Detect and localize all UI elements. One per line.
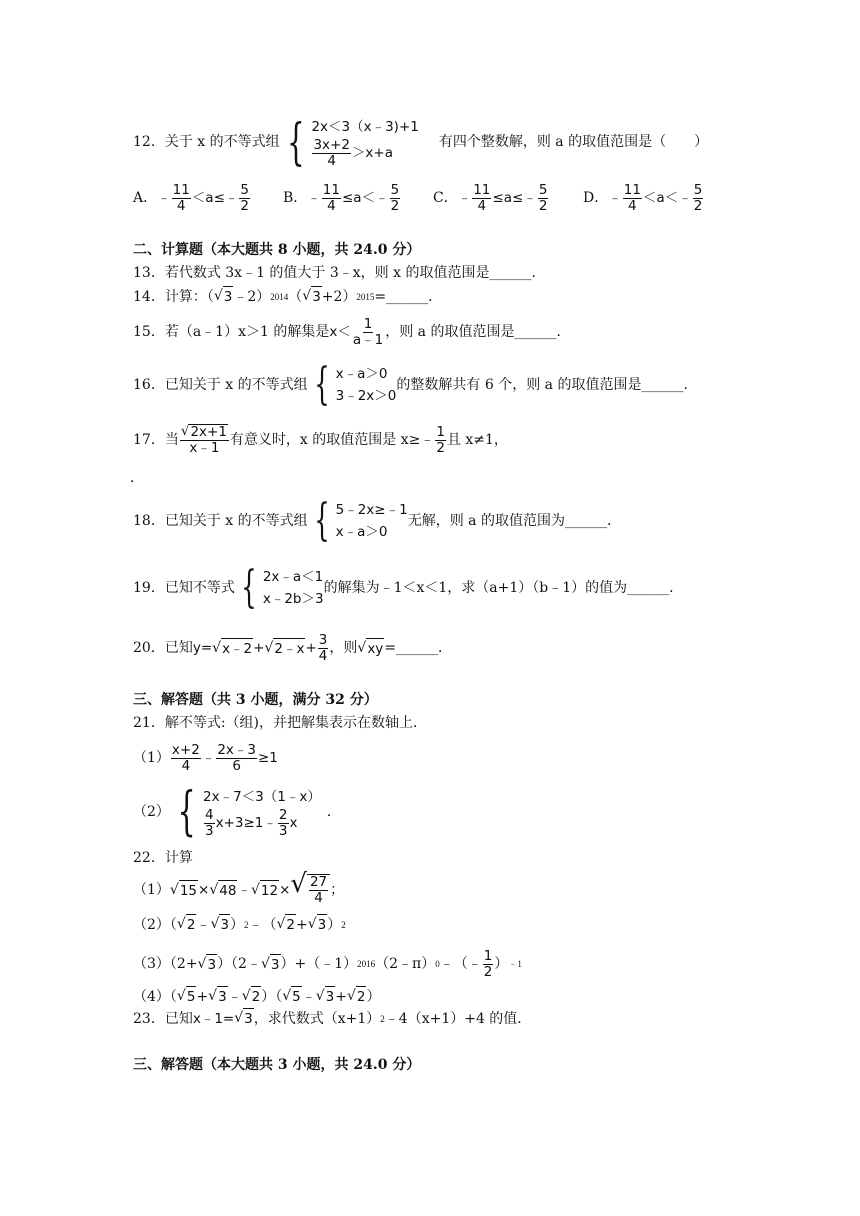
- question-23: 23．已知 x﹣1= √ 3 ，求代数式（x+1） 2 ﹣4（x+1）+4 的值．: [133, 1010, 532, 1027]
- question-19: 19．已知不等式 { 2x﹣a＜1 x﹣2b＞3 的解集为﹣1＜x＜1，求（a+1）（b﹣1）的值为______．: [133, 562, 684, 613]
- stray-dot: ．: [130, 470, 144, 486]
- left-brace: {: [313, 495, 330, 546]
- sqrt: √ 3: [302, 288, 321, 305]
- sqrt: √ x﹣2: [212, 639, 253, 657]
- question-13: 13．若代数式 3x﹣1 的值大于 3﹣x，则 x 的取值范围是______．: [133, 265, 546, 281]
- question-17: 17．当 √ 2x+1 x﹣1 有意义时，x 的取值范围是 x≥﹣ $\frac{1}{2}$ 且 x≠1，: [133, 423, 508, 456]
- question-16: 16．已知关于 x 的不等式组 { x﹣a＞0 3﹣2x＞0 的整数解共有 6 个，则 a 的取值范围是______．: [133, 359, 698, 410]
- inequality-system: { x﹣a＞0 3﹣2x＞0: [313, 359, 397, 410]
- fraction: $\frac{3}{4}$: [318, 631, 328, 664]
- question-text: 有四个整数解，则 a 的取值范围是（ ）: [438, 134, 709, 150]
- question-21-part2: （2） { 2x﹣7＜3（1﹣x） $\frac{4}{3}$ x+3≥1﹣ $\frac{2}{3}$ x ．: [133, 782, 341, 842]
- left-brace: {: [241, 562, 257, 613]
- system-line: 2x＜3（x﹣3)+1: [311, 118, 419, 135]
- option-c[interactable]: C． ﹣ $\frac{11}{4}$ ≤a≤﹣ $\frac{5}{2}$: [433, 181, 548, 214]
- inequality-system: { 2x﹣7＜3（1﹣x） $\frac{4}{3}$ x+3≥1﹣ $\frac{2}{3}$ x: [177, 782, 321, 842]
- fraction: $\frac{1}{a﹣1}$: [352, 315, 384, 348]
- fraction: √ 2x+1 x﹣1: [180, 423, 227, 456]
- option-a[interactable]: A． ﹣ $\frac{11}{4}$ ＜a≤﹣ $\frac{5}{2}$: [133, 181, 249, 214]
- question-20: 20．已知 y= √ x﹣2 + √ 2﹣x + $\frac{3}{4}$ ，则 √ xy =______．: [133, 631, 453, 664]
- sqrt: √ 2﹣x: [264, 639, 305, 657]
- question-22-title: 22．计算: [133, 850, 193, 866]
- left-brace: {: [286, 113, 305, 171]
- option-b[interactable]: B． ﹣ $\frac{11}{4}$ ≤a＜﹣ $\frac{5}{2}$: [283, 181, 400, 214]
- question-text: 关于 x 的不等式组: [164, 134, 280, 150]
- question-22-part1: （1） √ 15 × √ 48 ﹣ √ 12 × √ $\frac{27}{4}$ ；: [133, 869, 345, 906]
- system-line: $\frac{3x+2}{4}$ ＞x+a: [313, 136, 393, 169]
- fraction: $\frac{2x﹣3}{6}$: [217, 741, 256, 774]
- inequality-system: [280, 113, 419, 171]
- question-12: [133, 110, 708, 174]
- left-brace: {: [177, 782, 196, 842]
- sqrt: √ 3: [213, 288, 233, 305]
- question-22-part4: （4）（ √ 5 + √ 3 ﹣ √ 2 ）（ √ 5 ﹣ √ 3 + √ 2 ）: [133, 988, 381, 1005]
- question-22-part2: （2）（ √ 2 ﹣ √ 3 ） 2 ﹣（ √ 2 + √ 3 ） 2: [133, 916, 346, 933]
- question-number: 12．: [133, 134, 165, 150]
- answer-options: [133, 178, 704, 218]
- fraction: $\frac{1}{2}$: [436, 423, 445, 456]
- sqrt: √ xy: [357, 639, 384, 657]
- fraction: $\frac{x+2}{4}$: [171, 741, 200, 774]
- question-18: 18．已知关于 x 的不等式组 { 5﹣2x≥﹣1 x﹣a＞0 无解，则 a 的取值范围为______．: [133, 495, 621, 546]
- inequality-system: { 2x﹣a＜1 x﹣2b＞3: [241, 562, 324, 613]
- section-heading: 三、解答题（共 3 小题，满分 32 分）: [133, 692, 378, 708]
- option-d[interactable]: D． ﹣ $\frac{11}{4}$ ＜a＜﹣ $\frac{5}{2}$: [583, 181, 703, 214]
- question-21-part1: （1） $\frac{x+2}{4}$ ﹣ $\frac{2x﹣3}{6}$ ≥1: [133, 741, 278, 774]
- section-heading: 二、计算题（本大题共 8 小题，共 24.0 分）: [133, 242, 421, 258]
- fraction: $\frac{3x+2}{4}$: [313, 136, 350, 169]
- section-heading: 三、解答题（本大题共 3 小题，共 24.0 分）: [133, 1057, 421, 1073]
- question-15: 15．若（a﹣1）x＞1 的解集是 x＜ $\frac{1}{a﹣1}$ ，则 a 的取值范围是______．: [133, 315, 571, 348]
- question-22-part3: （3）（2+ √ 3 ）（2﹣ √ 3 ）+（﹣1） 2016 （2﹣π） 0 ﹣（﹣ $\frac{1}{2}$ ） ﹣1: [133, 947, 522, 980]
- question-21-title: 21．解不等式:（组)，并把解集表示在数轴上．: [133, 715, 427, 731]
- inequality-system: { 5﹣2x≥﹣1 x﹣a＞0: [313, 495, 408, 546]
- left-brace: {: [313, 359, 330, 410]
- question-14: 14．计算：（ √ 3 ﹣2） 2014 （ √ 3 +2） 2015 =______．: [133, 288, 443, 305]
